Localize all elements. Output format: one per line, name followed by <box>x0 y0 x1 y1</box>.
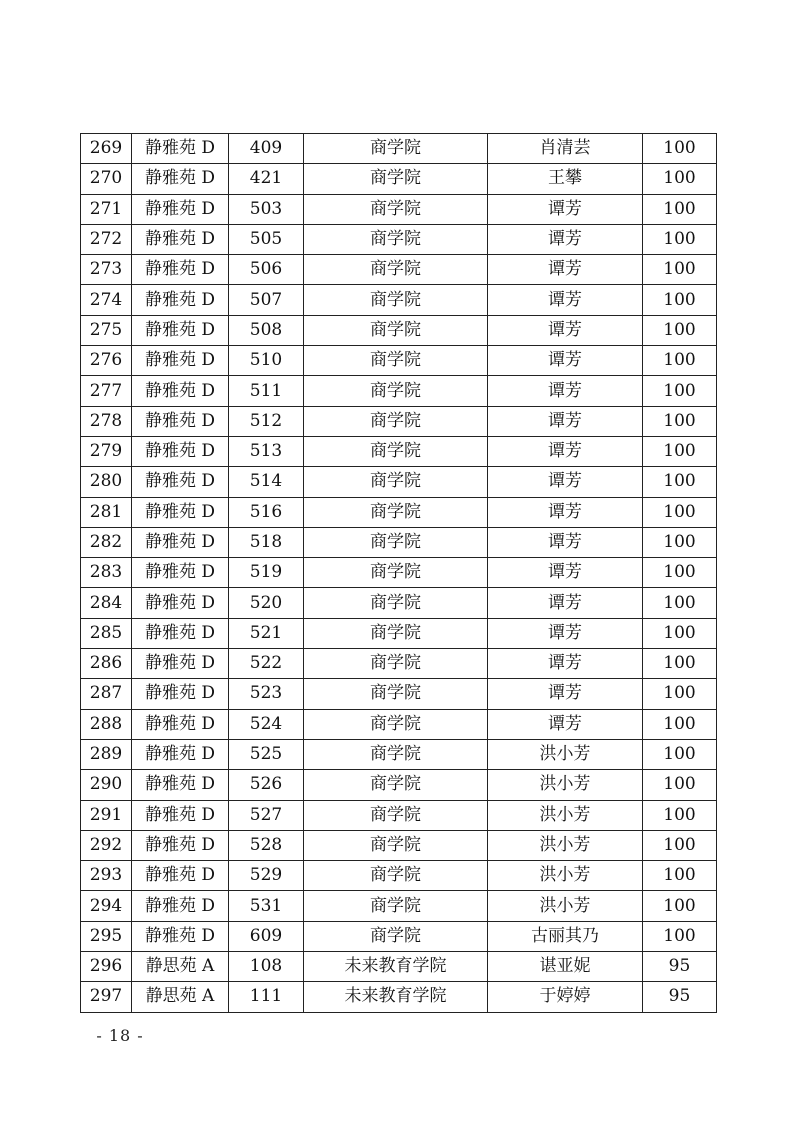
room-cell: 529 <box>229 861 304 891</box>
building-cell: 静雅苑 D <box>132 588 229 618</box>
row-number-cell: 279 <box>81 436 132 466</box>
college-cell: 商学院 <box>304 861 488 891</box>
building-cell: 静雅苑 D <box>132 376 229 406</box>
name-cell: 肖清芸 <box>488 134 643 164</box>
name-cell: 洪小芳 <box>488 739 643 769</box>
page-number: - 18 - <box>96 1026 144 1045</box>
building-cell: 静雅苑 D <box>132 558 229 588</box>
room-cell: 508 <box>229 315 304 345</box>
row-number-cell: 278 <box>81 406 132 436</box>
table-row <box>81 800 717 830</box>
score-cell: 100 <box>643 891 717 921</box>
row-number-cell: 293 <box>81 861 132 891</box>
building-cell: 静雅苑 D <box>132 800 229 830</box>
college-cell: 商学院 <box>304 588 488 618</box>
college-cell: 商学院 <box>304 164 488 194</box>
table-row <box>81 982 717 1012</box>
name-cell: 谭芳 <box>488 224 643 254</box>
name-cell: 谭芳 <box>488 255 643 285</box>
score-cell: 100 <box>643 134 717 164</box>
row-number-cell: 275 <box>81 315 132 345</box>
score-cell: 100 <box>643 497 717 527</box>
name-cell: 谭芳 <box>488 406 643 436</box>
college-cell: 未来教育学院 <box>304 952 488 982</box>
room-cell: 526 <box>229 770 304 800</box>
name-cell: 谭芳 <box>488 618 643 648</box>
college-cell: 商学院 <box>304 224 488 254</box>
table-row <box>81 588 717 618</box>
name-cell: 洪小芳 <box>488 891 643 921</box>
college-cell: 未来教育学院 <box>304 982 488 1012</box>
name-cell: 谭芳 <box>488 649 643 679</box>
room-cell: 510 <box>229 346 304 376</box>
table-row <box>81 709 717 739</box>
building-cell: 静雅苑 D <box>132 255 229 285</box>
building-cell: 静雅苑 D <box>132 285 229 315</box>
room-cell: 409 <box>229 134 304 164</box>
table-row <box>81 406 717 436</box>
row-number-cell: 292 <box>81 830 132 860</box>
building-cell: 静雅苑 D <box>132 497 229 527</box>
room-cell: 609 <box>229 921 304 951</box>
college-cell: 商学院 <box>304 891 488 921</box>
building-cell: 静雅苑 D <box>132 194 229 224</box>
table-row <box>81 315 717 345</box>
table-row <box>81 861 717 891</box>
row-number-cell: 289 <box>81 739 132 769</box>
college-cell: 商学院 <box>304 194 488 224</box>
room-cell: 503 <box>229 194 304 224</box>
row-number-cell: 276 <box>81 346 132 376</box>
row-number-cell: 272 <box>81 224 132 254</box>
room-cell: 519 <box>229 558 304 588</box>
score-cell: 100 <box>643 921 717 951</box>
score-cell: 100 <box>643 164 717 194</box>
table-row <box>81 376 717 406</box>
row-number-cell: 273 <box>81 255 132 285</box>
college-cell: 商学院 <box>304 285 488 315</box>
building-cell: 静雅苑 D <box>132 527 229 557</box>
row-number-cell: 290 <box>81 770 132 800</box>
score-cell: 100 <box>643 315 717 345</box>
building-cell: 静雅苑 D <box>132 891 229 921</box>
building-cell: 静思苑 A <box>132 952 229 982</box>
college-cell: 商学院 <box>304 618 488 648</box>
score-cell: 100 <box>643 194 717 224</box>
building-cell: 静雅苑 D <box>132 649 229 679</box>
table-row <box>81 770 717 800</box>
building-cell: 静雅苑 D <box>132 830 229 860</box>
room-cell: 527 <box>229 800 304 830</box>
room-cell: 513 <box>229 436 304 466</box>
table-row <box>81 224 717 254</box>
table-row <box>81 255 717 285</box>
college-cell: 商学院 <box>304 921 488 951</box>
building-cell: 静雅苑 D <box>132 739 229 769</box>
college-cell: 商学院 <box>304 376 488 406</box>
row-number-cell: 283 <box>81 558 132 588</box>
name-cell: 谭芳 <box>488 194 643 224</box>
building-cell: 静雅苑 D <box>132 861 229 891</box>
room-cell: 505 <box>229 224 304 254</box>
score-cell: 100 <box>643 709 717 739</box>
college-cell: 商学院 <box>304 649 488 679</box>
row-number-cell: 286 <box>81 649 132 679</box>
table-row <box>81 134 717 164</box>
row-number-cell: 284 <box>81 588 132 618</box>
score-cell: 100 <box>643 558 717 588</box>
room-cell: 506 <box>229 255 304 285</box>
name-cell: 谭芳 <box>488 467 643 497</box>
row-number-cell: 281 <box>81 497 132 527</box>
score-cell: 100 <box>643 618 717 648</box>
college-cell: 商学院 <box>304 406 488 436</box>
table-body <box>81 134 717 1013</box>
name-cell: 谭芳 <box>488 588 643 618</box>
room-cell: 531 <box>229 891 304 921</box>
table-row <box>81 558 717 588</box>
row-number-cell: 271 <box>81 194 132 224</box>
name-cell: 洪小芳 <box>488 861 643 891</box>
room-cell: 528 <box>229 830 304 860</box>
college-cell: 商学院 <box>304 497 488 527</box>
college-cell: 商学院 <box>304 436 488 466</box>
building-cell: 静雅苑 D <box>132 224 229 254</box>
table-row <box>81 164 717 194</box>
table-row <box>81 830 717 860</box>
college-cell: 商学院 <box>304 679 488 709</box>
college-cell: 商学院 <box>304 467 488 497</box>
room-cell: 520 <box>229 588 304 618</box>
score-cell: 100 <box>643 861 717 891</box>
table-row <box>81 285 717 315</box>
building-cell: 静雅苑 D <box>132 679 229 709</box>
room-cell: 507 <box>229 285 304 315</box>
room-cell: 525 <box>229 739 304 769</box>
name-cell: 谭芳 <box>488 285 643 315</box>
room-cell: 511 <box>229 376 304 406</box>
row-number-cell: 297 <box>81 982 132 1012</box>
table-row <box>81 194 717 224</box>
score-cell: 100 <box>643 224 717 254</box>
row-number-cell: 295 <box>81 921 132 951</box>
name-cell: 古丽其乃 <box>488 921 643 951</box>
building-cell: 静雅苑 D <box>132 315 229 345</box>
college-cell: 商学院 <box>304 134 488 164</box>
row-number-cell: 282 <box>81 527 132 557</box>
score-cell: 100 <box>643 649 717 679</box>
table-row <box>81 497 717 527</box>
name-cell: 谭芳 <box>488 709 643 739</box>
room-cell: 523 <box>229 679 304 709</box>
table-row <box>81 649 717 679</box>
row-number-cell: 285 <box>81 618 132 648</box>
table-row <box>81 952 717 982</box>
college-cell: 商学院 <box>304 709 488 739</box>
score-cell: 100 <box>643 527 717 557</box>
building-cell: 静雅苑 D <box>132 346 229 376</box>
score-cell: 100 <box>643 800 717 830</box>
name-cell: 谭芳 <box>488 558 643 588</box>
name-cell: 谭芳 <box>488 376 643 406</box>
name-cell: 于婷婷 <box>488 982 643 1012</box>
room-cell: 516 <box>229 497 304 527</box>
room-cell: 512 <box>229 406 304 436</box>
room-cell: 522 <box>229 649 304 679</box>
college-cell: 商学院 <box>304 255 488 285</box>
row-number-cell: 274 <box>81 285 132 315</box>
college-cell: 商学院 <box>304 739 488 769</box>
table-row <box>81 618 717 648</box>
score-cell: 100 <box>643 436 717 466</box>
table-row <box>81 346 717 376</box>
room-cell: 514 <box>229 467 304 497</box>
name-cell: 王攀 <box>488 164 643 194</box>
building-cell: 静雅苑 D <box>132 406 229 436</box>
name-cell: 谭芳 <box>488 527 643 557</box>
score-cell: 100 <box>643 346 717 376</box>
score-cell: 100 <box>643 467 717 497</box>
building-cell: 静雅苑 D <box>132 467 229 497</box>
name-cell: 谭芳 <box>488 436 643 466</box>
building-cell: 静雅苑 D <box>132 618 229 648</box>
building-cell: 静雅苑 D <box>132 709 229 739</box>
table-row <box>81 679 717 709</box>
room-cell: 421 <box>229 164 304 194</box>
row-number-cell: 294 <box>81 891 132 921</box>
score-cell: 100 <box>643 739 717 769</box>
college-cell: 商学院 <box>304 527 488 557</box>
row-number-cell: 288 <box>81 709 132 739</box>
room-cell: 108 <box>229 952 304 982</box>
row-number-cell: 287 <box>81 679 132 709</box>
college-cell: 商学院 <box>304 800 488 830</box>
name-cell: 洪小芳 <box>488 800 643 830</box>
room-cell: 521 <box>229 618 304 648</box>
building-cell: 静雅苑 D <box>132 921 229 951</box>
score-cell: 100 <box>643 830 717 860</box>
score-cell: 100 <box>643 770 717 800</box>
building-cell: 静雅苑 D <box>132 436 229 466</box>
name-cell: 谭芳 <box>488 346 643 376</box>
building-cell: 静雅苑 D <box>132 134 229 164</box>
college-cell: 商学院 <box>304 830 488 860</box>
score-cell: 100 <box>643 285 717 315</box>
name-cell: 谌亚妮 <box>488 952 643 982</box>
name-cell: 谭芳 <box>488 679 643 709</box>
name-cell: 谭芳 <box>488 497 643 527</box>
row-number-cell: 296 <box>81 952 132 982</box>
building-cell: 静思苑 A <box>132 982 229 1012</box>
college-cell: 商学院 <box>304 315 488 345</box>
room-cell: 111 <box>229 982 304 1012</box>
dorm-score-table <box>80 133 717 1013</box>
college-cell: 商学院 <box>304 770 488 800</box>
building-cell: 静雅苑 D <box>132 770 229 800</box>
table-row <box>81 921 717 951</box>
row-number-cell: 291 <box>81 800 132 830</box>
college-cell: 商学院 <box>304 346 488 376</box>
table-row <box>81 436 717 466</box>
score-cell: 95 <box>643 952 717 982</box>
row-number-cell: 270 <box>81 164 132 194</box>
score-cell: 95 <box>643 982 717 1012</box>
row-number-cell: 269 <box>81 134 132 164</box>
name-cell: 洪小芳 <box>488 770 643 800</box>
row-number-cell: 277 <box>81 376 132 406</box>
table-row <box>81 527 717 557</box>
score-cell: 100 <box>643 406 717 436</box>
room-cell: 524 <box>229 709 304 739</box>
table-row <box>81 891 717 921</box>
college-cell: 商学院 <box>304 558 488 588</box>
table-row <box>81 467 717 497</box>
building-cell: 静雅苑 D <box>132 164 229 194</box>
score-cell: 100 <box>643 588 717 618</box>
name-cell: 谭芳 <box>488 315 643 345</box>
row-number-cell: 280 <box>81 467 132 497</box>
score-cell: 100 <box>643 376 717 406</box>
score-cell: 100 <box>643 679 717 709</box>
name-cell: 洪小芳 <box>488 830 643 860</box>
room-cell: 518 <box>229 527 304 557</box>
score-cell: 100 <box>643 255 717 285</box>
table-row <box>81 739 717 769</box>
